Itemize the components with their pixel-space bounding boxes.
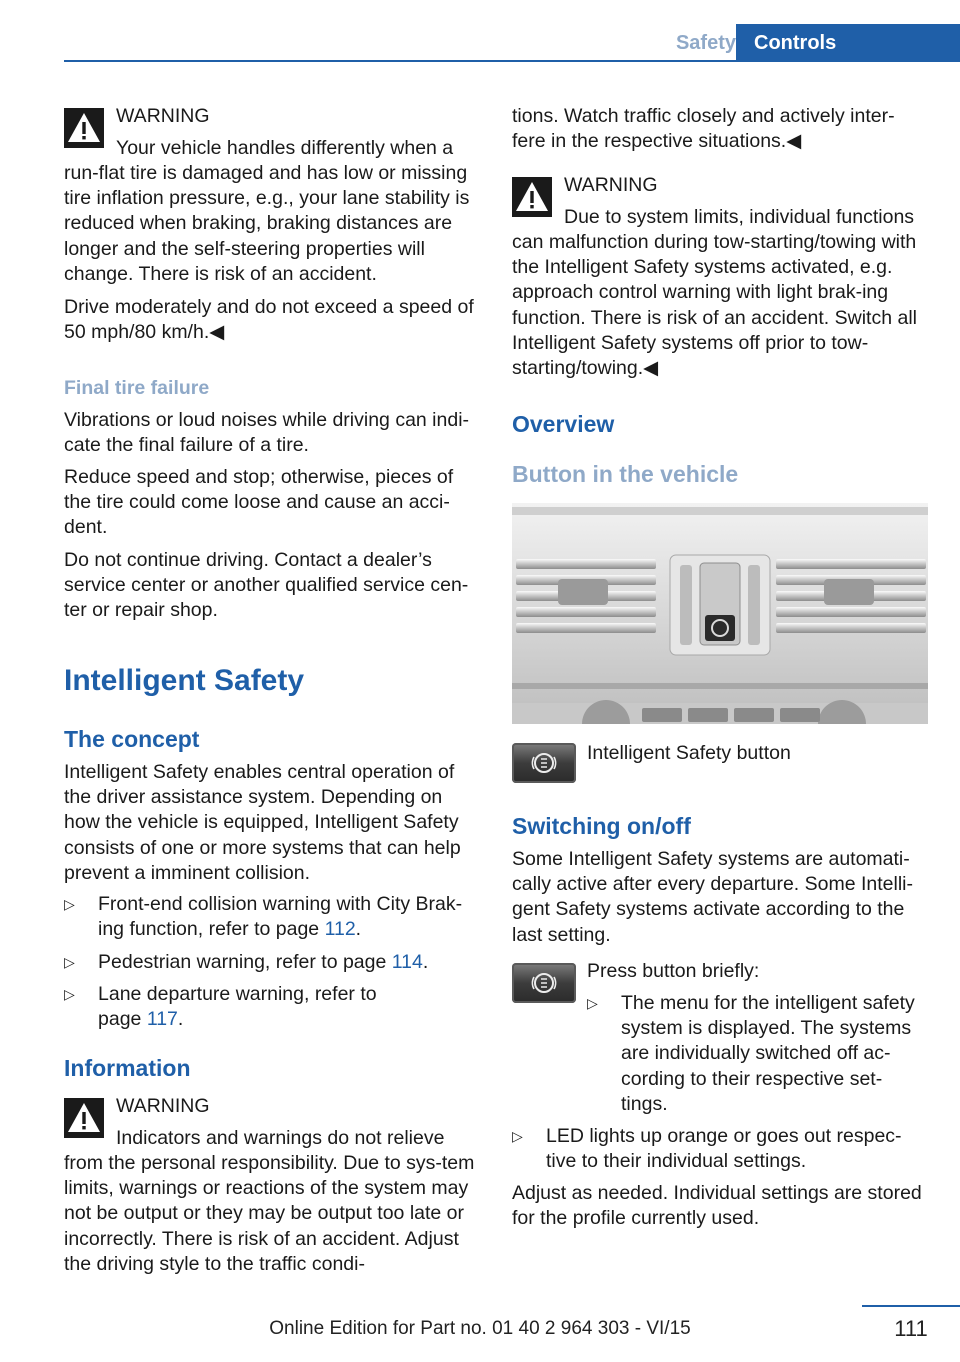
- warning-text-cont: run-flat tire is damaged and has low or missing tire inflation pressure, e.g., your lane stability is reduced when braking, braking distances are longer and the self-steering properties will change. There is risk of an accident.: [64, 162, 470, 285]
- page-link[interactable]: 112: [324, 918, 356, 941]
- paragraph: tions. Watch traffic closely and actively inter-fere in the respective situations.◀: [512, 105, 895, 153]
- intelligent-safety-button-icon: [512, 743, 576, 783]
- button-caption: Intelligent Safety button: [587, 742, 791, 764]
- paragraph: Some Intelligent Safety systems are automati-cally active after every departure. Some Intelli-gent Safety systems activate according to the last setting.: [512, 848, 914, 946]
- heading-the-concept: The concept: [64, 726, 200, 752]
- intelligent-safety-button-icon: [512, 963, 576, 1003]
- page-link[interactable]: 117: [146, 1008, 178, 1031]
- heading-switching-on-off: Switching on/off: [512, 813, 691, 839]
- header-section-tab[interactable]: Safety: [675, 32, 736, 54]
- paragraph: Vibrations or loud noises while driving can indi-cate the final failure of a tire.: [64, 409, 470, 457]
- warning-text-cont: from the personal responsibility. Due to sys-tem limits, warnings or reactions of the system may not be output or they may be output too late or incorrectly. There is risk of an accident. Adjust the driving style to the traffic condi-: [64, 1152, 475, 1275]
- page-link[interactable]: 114: [391, 951, 423, 973]
- paragraph: Adjust as needed. Individual settings are stored for the profile currently used.: [512, 1182, 922, 1230]
- warning-text: Indicators and warnings do not relieve: [116, 1127, 445, 1149]
- warning-triangle-icon: [64, 1098, 104, 1138]
- bullet-triangle-icon: ▷: [64, 986, 75, 1002]
- heading-intelligent-safety: Intelligent Safety: [64, 664, 305, 697]
- bullet-triangle-icon: ▷: [512, 1128, 523, 1144]
- warning-triangle-icon: [64, 108, 104, 148]
- warning-title: WARNING: [116, 1095, 210, 1117]
- paragraph: Intelligent Safety enables central operation of the driver assistance system. Depending on how the vehicle is equipped, Intelligent Safety consists of one or more systems that can help prevent a imminent collision.: [64, 761, 461, 884]
- warning-title: WARNING: [564, 174, 658, 196]
- bullet-triangle-icon: ▷: [64, 896, 75, 912]
- online-edition-note: Online Edition for Part no. 01 40 2 964 303 - VI/15: [269, 1318, 691, 1339]
- header-chapter-tab[interactable]: Controls: [736, 24, 960, 62]
- heading-final-tire-failure: Final tire failure: [64, 377, 210, 399]
- warning-text-cont: can malfunction during tow-starting/towing with the Intelligent Safety systems activated, e.g. approach control warning with light brak-ing function. There is risk of an accident. Switch all Intelligent Safety systems off prior to tow-starting/towing.◀: [512, 231, 917, 380]
- page-number: 111: [894, 1316, 928, 1341]
- dashboard-button-photo: [512, 503, 928, 724]
- bullet-triangle-icon: ▷: [587, 995, 598, 1011]
- bullet-triangle-icon: ▷: [64, 954, 75, 970]
- warning-advice: Drive moderately and do not exceed a speed of 50 mph/80 km/h.◀: [64, 296, 474, 344]
- press-instruction: Press button briefly:: [587, 960, 760, 982]
- heading-button-in-vehicle: Button in the vehicle: [512, 461, 739, 487]
- paragraph: Do not continue driving. Contact a dealer’s service center or another qualified service cen-ter or repair shop.: [64, 549, 469, 622]
- heading-information: Information: [64, 1055, 191, 1081]
- heading-overview: Overview: [512, 411, 615, 437]
- warning-text: Your vehicle handles differently when a: [116, 137, 454, 159]
- warning-title: WARNING: [116, 105, 210, 127]
- warning-triangle-icon: [512, 177, 552, 217]
- footer-rule: [862, 1305, 960, 1307]
- paragraph: Reduce speed and stop; otherwise, pieces of the tire could come loose and cause an acci-dent.: [64, 466, 454, 539]
- warning-text: Due to system limits, individual functions: [564, 206, 915, 228]
